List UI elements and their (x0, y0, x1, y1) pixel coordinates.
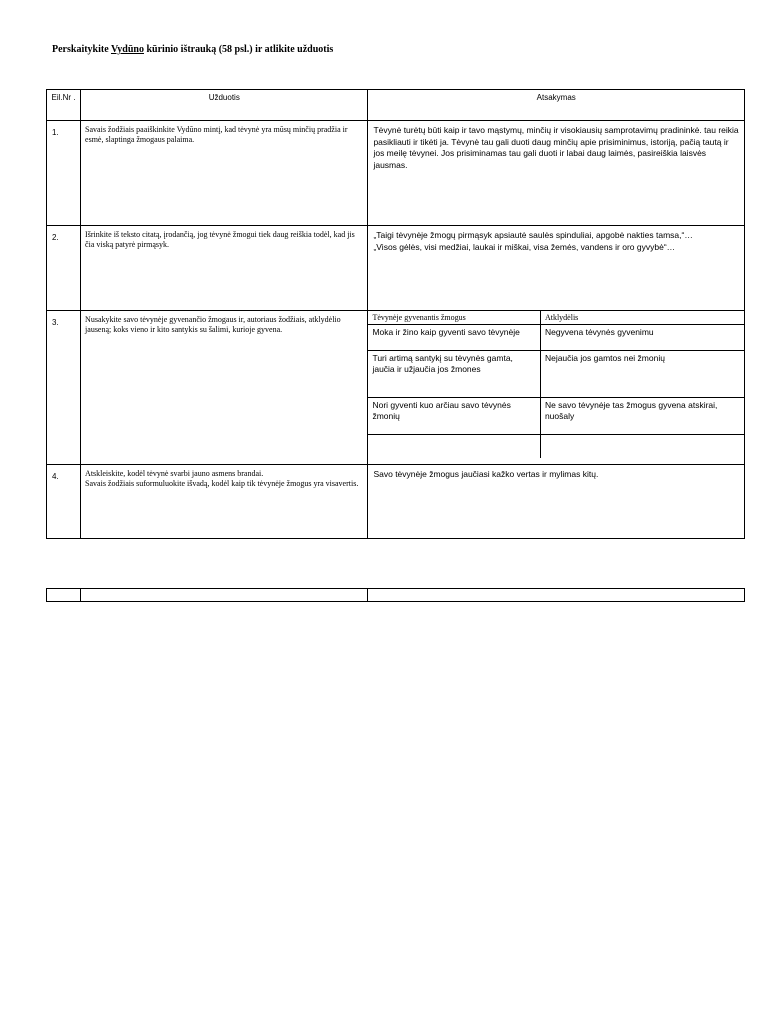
outsider-cell[interactable]: Nejaučia jos gamtos nei žmonių (540, 350, 744, 397)
page-heading (52, 44, 333, 55)
table-row (47, 121, 745, 226)
heading-author: Vydūno (110, 44, 144, 55)
row-number: 2. (47, 226, 81, 311)
continuation-table (46, 588, 745, 602)
answer-text[interactable] (368, 226, 745, 311)
comparison-header-outsider: Atklydėlis (540, 311, 744, 324)
table-row (47, 465, 745, 539)
comparison-header-row (368, 311, 744, 324)
table-row (47, 311, 745, 465)
table-row (47, 226, 745, 311)
empty-cell[interactable] (368, 589, 745, 602)
empty-cell[interactable] (81, 589, 368, 602)
row-number: 3. (47, 311, 81, 465)
task-text: Išrinkite iš teksto citatą, įrodančią, jog tėvynė žmogui tiek daug reiškia todėl, kad jis čia viską patyrė pirmąsyk. (81, 226, 368, 311)
comparison-row (368, 324, 744, 350)
outsider-cell[interactable]: Negyvena tėvynės gyvenimu (540, 324, 744, 350)
answer-quote: „Visos gėlės, visi medžiai, laukai ir miškai, visa žemės, vandens ir oro gyvybė“… (373, 241, 676, 252)
native-cell[interactable]: Moka ir žino kaip gyventi savo tėvynėje (368, 324, 540, 350)
native-cell[interactable]: Turi artimą santykį su tėvynės gamta, jaučia ir užjaučia jos žmones (368, 350, 540, 397)
header-nr: Eil.Nr . (47, 90, 81, 121)
native-cell[interactable] (368, 434, 540, 458)
answer-text[interactable]: Savo tėvynėje žmogus jaučiasi kažko vertas ir mylimas kitų. (368, 465, 745, 539)
comparison-table (368, 311, 744, 458)
task-line: Atskleiskite, kodėl tėvynė svarbi jauno asmens brandai. (85, 469, 264, 478)
row-number: 1. (47, 121, 81, 226)
row-number: 4. (47, 465, 81, 539)
table-row (47, 589, 745, 602)
outsider-cell[interactable] (540, 434, 744, 458)
heading-text-end: kūrinio ištrauką (58 psl.) ir atlikite užduotis (143, 44, 334, 55)
comparison-row (368, 434, 744, 458)
native-cell[interactable]: Nori gyventi kuo arčiau savo tėvynės žmonių (368, 397, 540, 434)
outsider-cell[interactable]: Ne savo tėvynėje tas žmogus gyvena atskirai, nuošaly (540, 397, 744, 434)
comparison-header-native: Tėvynėje gyvenantis žmogus (368, 311, 540, 324)
comparison-row (368, 350, 744, 397)
assignment-table (46, 89, 745, 539)
empty-cell[interactable] (47, 589, 81, 602)
header-answer: Atsakymas (368, 90, 745, 121)
header-task: Užduotis (81, 90, 368, 121)
table-header-row (47, 90, 745, 121)
task-line: Savais žodžiais suformuluokite išvadą, kodėl kaip tik tėvynėje žmogus yra visavertis. (85, 479, 359, 488)
task-text (81, 465, 368, 539)
answer-quote: „Taigi tėvynėje žmogų pirmąsyk apsiautė saulės spinduliai, apgobė nakties tamsa,“… (373, 230, 693, 240)
task-text: Nusakykite savo tėvynėje gyvenančio žmogaus ir, autoriaus žodžiais, atklydėlio jauseną; koks vieno ir kito santykis su šalimi, kurioje gyvena. (81, 311, 368, 465)
answer-cell (368, 311, 745, 465)
comparison-row (368, 397, 744, 434)
heading-text-start: Perskaitykite (52, 44, 111, 55)
answer-text[interactable]: Tėvynė turėtų būti kaip ir tavo mąstymų, minčių ir visokiausių samprotavimų pradininkė. tau reikia pasikliauti ir tikėti ja. Tėvynė tau gali duoti daug minčių apie prisiminimus, istoriją, pačią tautą ir jos meilę tėvynei. Jos prisiminamas tau gali duoti ir labai daug laimės, pasireiškia laisvės jausmas. (368, 121, 745, 226)
task-text: Savais žodžiais paaiškinkite Vydūno mintį, kad tėvynė yra mūsų minčių pradžia ir esmė, slaptinga žmogaus palaima. (81, 121, 368, 226)
